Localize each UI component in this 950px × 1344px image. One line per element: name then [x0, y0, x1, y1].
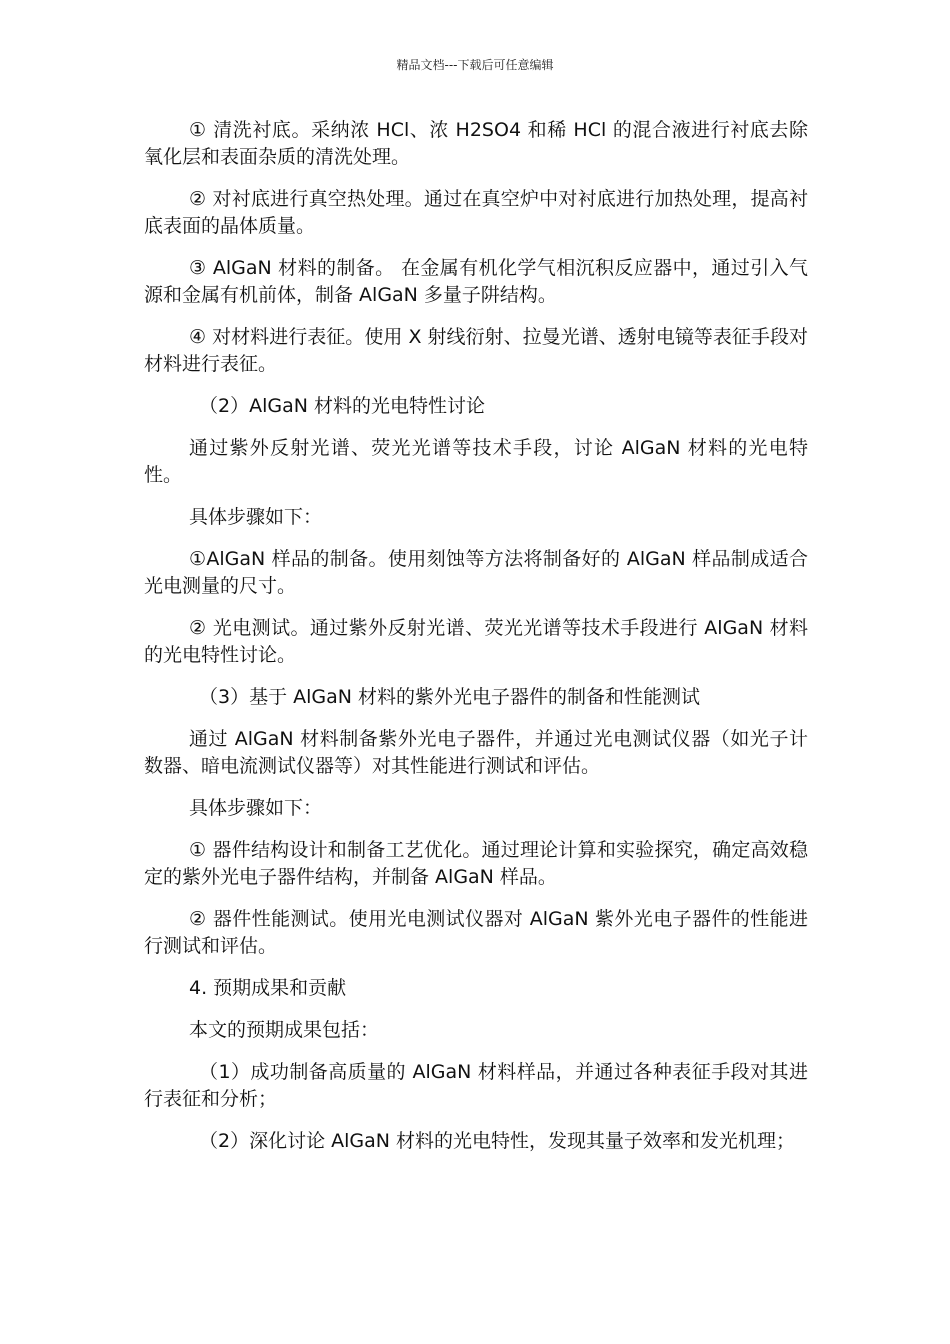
- section-heading-photoelectric: （2）AlGaN 材料的光电特性讨论: [199, 395, 485, 417]
- document-body: [144, 117, 808, 1170]
- expected-results-intro: 本文的预期成果包括：: [189, 1019, 380, 1041]
- step-algan-preparation: ③ AlGaN 材料的制备。 在金属有机化学气相沉积反应器中，通过引入气源和金属有机前体，制备 AlGaN 多量子阱结构。: [144, 257, 808, 306]
- section-heading-device: （3）基于 AlGaN 材料的紫外光电子器件的制备和性能测试: [199, 686, 701, 708]
- step-photoelectric-test: ② 光电测试。通过紫外反射光谱、荧光光谱等技术手段进行 AlGaN 材料的光电特性讨论。: [144, 617, 808, 666]
- steps-label: 具体步骤如下：: [189, 506, 323, 528]
- page-header: 精品文档---下载后可任意编辑: [396, 58, 554, 72]
- device-intro: 通过 AlGaN 材料制备紫外光电子器件，并通过光电测试仪器（如光子计数器、暗电流测试仪器等）对其性能进行测试和评估。: [144, 728, 808, 777]
- step-device-test: ② 器件性能测试。使用光电测试仪器对 AlGaN 紫外光电子器件的性能进行测试和评估。: [144, 908, 808, 957]
- step-device-design: ① 器件结构设计和制备工艺优化。通过理论计算和实验探究，确定高效稳定的紫外光电子器件结构，并制备 AlGaN 样品。: [144, 839, 808, 888]
- step-vacuum-heat-treatment: ② 对衬底进行真空热处理。通过在真空炉中对衬底进行加热处理，提高衬底表面的晶体质量。: [144, 188, 808, 237]
- expected-result-item: （2）深化讨论 AlGaN 材料的光电特性，发现其量子效率和发光机理；: [199, 1130, 796, 1152]
- photoelectric-intro: 通过紫外反射光谱、荧光光谱等技术手段，讨论 AlGaN 材料的光电特性。: [144, 437, 808, 486]
- step-material-characterization: ④ 对材料进行表征。使用 X 射线衍射、拉曼光谱、透射电镜等表征手段对材料进行表征。: [144, 326, 808, 375]
- expected-result-item: （1）成功制备高质量的 AlGaN 材料样品，并通过各种表征手段对其进行表征和分析；: [144, 1061, 808, 1110]
- steps-label: 具体步骤如下：: [189, 797, 323, 819]
- section-heading-expected-results: 4. 预期成果和贡献: [189, 977, 347, 999]
- step-sample-preparation: ①AlGaN 样品的制备。使用刻蚀等方法将制备好的 AlGaN 样品制成适合光电测量的尺寸。: [144, 548, 808, 597]
- step-clean-substrate: ① 清洗衬底。采纳浓 HCl、浓 H2SO4 和稀 HCl 的混合液进行衬底去除氧化层和表面杂质的清洗处理。: [144, 119, 808, 168]
